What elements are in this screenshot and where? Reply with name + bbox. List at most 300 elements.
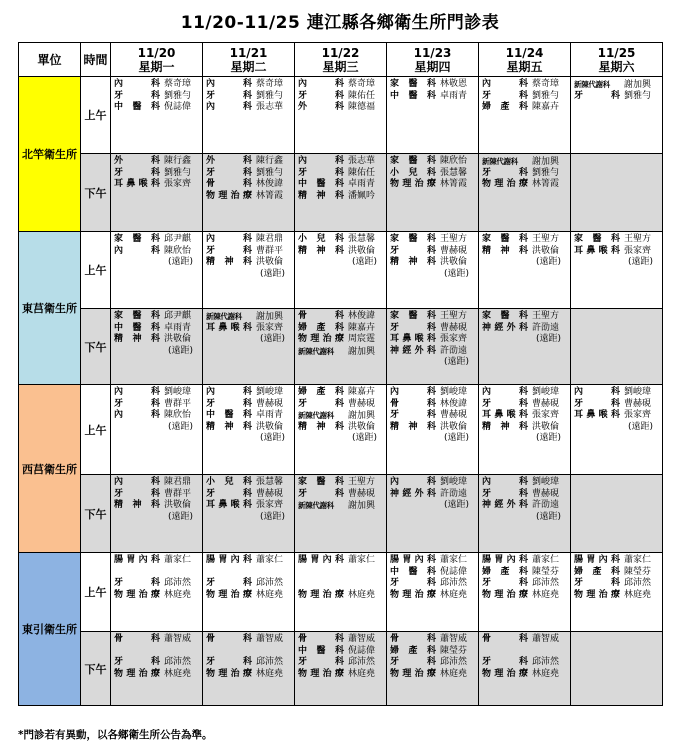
doctor-entry [482, 168, 570, 180]
schedule-cell [295, 632, 387, 706]
doctor-name: 劉峻瑋 [164, 387, 192, 397]
department: 耳鼻喉科 [206, 322, 252, 333]
doctor-name: 許劭遠 [440, 345, 468, 356]
doctor-name: 倪誌偉 [440, 566, 468, 577]
doctor-entry [206, 269, 294, 281]
department: 腸胃內科 [574, 555, 620, 565]
doctor-entry [574, 578, 662, 590]
doctor-entry [390, 669, 478, 681]
doctor-entry [482, 567, 570, 579]
schedule-cell [571, 475, 663, 553]
doctor-name: 蔡奇璋 [164, 79, 192, 89]
doctor-entry [390, 578, 478, 590]
doctor-entry [298, 79, 386, 91]
department: 物理治療 [390, 668, 436, 679]
remote-note: (遠距) [260, 433, 286, 444]
doctor-entry [390, 657, 478, 669]
department: 小兒科 [298, 234, 344, 244]
doctor-name: 謝加興 [348, 411, 376, 422]
doctor-name: 曹群平 [164, 488, 192, 499]
doctor-name: 卓雨青 [440, 90, 468, 101]
doctor-entry [114, 399, 202, 411]
doctor-entry [206, 399, 294, 411]
doctor-name: 洪敬倫 [348, 421, 376, 432]
doctor-name: 邱沛然 [624, 578, 652, 589]
schedule-cell [203, 385, 295, 475]
clinic-schedule-table [18, 42, 663, 706]
session-label: 下午 [81, 154, 111, 232]
doctor-entry [482, 669, 570, 681]
doctor-name: 劉雅勻 [256, 90, 284, 101]
doctor-entry [206, 555, 294, 567]
doctor-entry [482, 311, 570, 323]
remote-note: (遠距) [444, 268, 470, 279]
schedule-cell [387, 232, 479, 309]
remote-note: (遠距) [168, 421, 194, 432]
doctor-name: 曹赫硯 [348, 398, 376, 409]
clinic-name: 東莒衛生所 [19, 232, 81, 385]
department: 婦產科 [390, 645, 436, 656]
doctor-entry [114, 246, 202, 258]
doctor-entry [206, 422, 294, 434]
doctor-name: 林箐霞 [532, 179, 560, 190]
doctor-name: 洪敬倫 [164, 334, 192, 345]
doctor-name: 曹赫硯 [440, 245, 468, 256]
doctor-entry [298, 191, 386, 203]
doctor-name: 曹赫硯 [624, 398, 652, 409]
doctor-name: 劉峻瑋 [440, 477, 468, 487]
department: 牙科 [390, 657, 436, 668]
day-header [479, 43, 571, 77]
department: 婦產科 [298, 322, 344, 333]
doctor-name: 卓雨青 [256, 410, 284, 421]
doctor-entry [298, 477, 386, 489]
doctor-name: 倪誌偉 [164, 102, 192, 113]
doctor-name: 林庭堯 [532, 589, 560, 600]
department: 精神科 [298, 421, 344, 432]
doctor-entry [206, 323, 294, 335]
department: 內科 [482, 387, 528, 397]
schedule-cell [387, 77, 479, 154]
doctor-entry [390, 410, 478, 422]
schedule-cell [111, 154, 203, 232]
session-row [19, 77, 663, 154]
department: 中醫科 [206, 410, 252, 421]
department: 物理治療 [482, 179, 528, 190]
day-date: 11/23 [413, 45, 452, 60]
department: 內科 [298, 79, 344, 89]
doctor-name: 陳欣怡 [440, 156, 468, 166]
session-label: 上午 [81, 232, 111, 309]
doctor-entry [482, 334, 570, 346]
schedule-cell [479, 632, 571, 706]
remote-note: (遠距) [260, 334, 286, 345]
doctor-entry [298, 387, 386, 399]
doctor-entry [574, 555, 662, 567]
doctor-name: 張家齊 [624, 245, 652, 256]
doctor-name: 林庭堯 [256, 668, 284, 679]
doctor-name: 王聖方 [440, 234, 468, 244]
doctor-name: 洪敬倫 [164, 500, 192, 511]
schedule-cell [295, 232, 387, 309]
remote-note: (遠距) [628, 257, 654, 268]
department: 中醫科 [390, 90, 436, 101]
department: 內科 [482, 79, 528, 89]
remote-note: (遠距) [536, 433, 562, 444]
doctor-name: 洪敬倫 [440, 257, 468, 268]
department: 物理治療 [574, 589, 620, 600]
doctor-name: 林敬恩 [440, 79, 468, 89]
doctor-entry [390, 179, 478, 191]
department: 物理治療 [206, 190, 252, 201]
department: 物理治療 [298, 589, 344, 600]
doctor-entry [206, 433, 294, 445]
schedule-cell [111, 553, 203, 632]
doctor-entry [298, 257, 386, 269]
doctor-name: 劉峻瑋 [256, 387, 284, 397]
schedule-cell [571, 553, 663, 632]
department: 內科 [206, 79, 252, 89]
doctor-name: 許劭遠 [440, 488, 468, 499]
doctor-entry [390, 567, 478, 579]
schedule-cell [387, 632, 479, 706]
department: 骨科 [114, 634, 160, 644]
session-row [19, 475, 663, 553]
doctor-entry [298, 246, 386, 258]
department: 牙科 [206, 90, 252, 101]
remote-note: (遠距) [168, 345, 194, 356]
schedule-cell [571, 309, 663, 385]
doctor-entry [114, 410, 202, 422]
doctor-name: 許劭遠 [532, 322, 560, 333]
doctor-entry [298, 91, 386, 103]
doctor-entry [390, 433, 478, 445]
doctor-entry [114, 102, 202, 114]
day-date: 11/25 [597, 45, 636, 60]
doctor-entry [206, 634, 294, 646]
doctor-entry [114, 669, 202, 681]
doctor-entry [114, 634, 202, 646]
doctor-entry [574, 234, 662, 246]
schedule-cell [295, 385, 387, 475]
doctor-entry [114, 168, 202, 180]
day-header [111, 43, 203, 77]
department: 牙科 [390, 322, 436, 333]
remote-note: (遠距) [536, 257, 562, 268]
session-row [19, 632, 663, 706]
doctor-entry [574, 399, 662, 411]
schedule-cell [571, 385, 663, 475]
doctor-entry [574, 567, 662, 579]
department: 骨科 [206, 179, 252, 190]
department: 精神科 [114, 334, 160, 345]
schedule-cell [387, 385, 479, 475]
doctor-name: 邱沛然 [532, 657, 560, 668]
department: 物理治療 [206, 589, 252, 600]
doctor-entry [206, 234, 294, 246]
department: 婦產科 [574, 566, 620, 577]
doctor-entry [114, 334, 202, 346]
schedule-cell [571, 232, 663, 309]
doctor-name: 劉峻瑋 [440, 387, 468, 397]
doctor-entry [114, 489, 202, 501]
schedule-cell [111, 309, 203, 385]
doctor-entry [114, 567, 202, 579]
schedule-cell [571, 77, 663, 154]
department: 物理治療 [206, 668, 252, 679]
doctor-entry [206, 410, 294, 422]
schedule-cell [203, 232, 295, 309]
doctor-name: 曹赫硯 [532, 488, 560, 499]
department: 牙科 [390, 245, 436, 256]
doctor-name: 劉峻瑋 [532, 387, 560, 397]
doctor-name: 林庭堯 [256, 589, 284, 600]
department: 新陳代謝科 [298, 411, 334, 421]
doctor-entry [114, 156, 202, 168]
doctor-name: 王聖方 [624, 234, 652, 244]
department: 物理治療 [482, 589, 528, 600]
doctor-name: 洪敬倫 [348, 245, 376, 256]
department: 外科 [114, 156, 160, 166]
doctor-entry [482, 578, 570, 590]
doctor-name: 王聖方 [440, 311, 468, 321]
doctor-name: 蔡奇璋 [256, 79, 284, 89]
doctor-entry [390, 168, 478, 180]
department: 精神科 [206, 421, 252, 432]
schedule-cell [203, 632, 295, 706]
department: 精神科 [114, 500, 160, 511]
department: 物理治療 [298, 334, 344, 345]
doctor-name: 陳佑任 [348, 167, 376, 178]
doctor-name: 謝加興 [256, 312, 284, 322]
department: 新陳代謝科 [482, 157, 518, 166]
department: 牙科 [482, 167, 528, 178]
doctor-name: 張家齊 [532, 410, 560, 421]
doctor-entry [206, 500, 294, 512]
doctor-entry [298, 323, 386, 335]
doctor-name: 謝加興 [624, 80, 652, 90]
department: 中醫科 [298, 179, 344, 190]
doctor-name: 曹赫硯 [256, 398, 284, 409]
doctor-entry [114, 422, 202, 434]
doctor-name: 陳瑩芬 [624, 566, 652, 577]
doctor-entry [482, 156, 570, 168]
day-weekday: 星期六 [598, 59, 635, 74]
department: 中醫科 [298, 645, 344, 656]
day-date: 11/24 [505, 45, 544, 60]
doctor-name: 邱沛然 [440, 578, 468, 589]
doctor-entry [482, 179, 570, 191]
doctor-name: 王聖方 [532, 234, 560, 244]
department: 牙科 [482, 398, 528, 409]
doctor-name: 劉雅勻 [532, 167, 560, 178]
day-date: 11/20 [137, 45, 176, 60]
day-date: 11/21 [229, 45, 268, 60]
doctor-entry [298, 422, 386, 434]
doctor-entry [482, 422, 570, 434]
department: 牙科 [574, 90, 620, 101]
doctor-entry [206, 512, 294, 524]
doctor-name: 劉雅勻 [624, 90, 652, 101]
doctor-entry [390, 477, 478, 489]
department: 牙科 [298, 167, 344, 178]
time-header: 時間 [81, 43, 111, 77]
doctor-entry [298, 669, 386, 681]
doctor-name: 蕭家仁 [164, 555, 192, 565]
department: 物理治療 [482, 668, 528, 679]
doctor-entry [574, 387, 662, 399]
department: 內科 [114, 477, 160, 487]
doctor-entry [390, 646, 478, 658]
doctor-name: 林庭堯 [348, 589, 376, 600]
department: 婦產科 [298, 387, 344, 397]
doctor-name: 林庭堯 [440, 668, 468, 679]
department: 牙科 [574, 578, 620, 589]
schedule-cell [203, 77, 295, 154]
doctor-name: 洪敬倫 [256, 421, 284, 432]
doctor-entry [298, 334, 386, 346]
doctor-name: 蕭智威 [440, 634, 468, 644]
doctor-entry [390, 399, 478, 411]
doctor-entry [114, 646, 202, 658]
doctor-entry [114, 555, 202, 567]
day-header [295, 43, 387, 77]
doctor-name: 蕭家仁 [348, 555, 376, 565]
doctor-entry [482, 399, 570, 411]
department: 小兒科 [206, 477, 252, 487]
schedule-cell [111, 77, 203, 154]
department: 精神科 [482, 245, 528, 256]
day-header [203, 43, 295, 77]
department: 耳鼻喉科 [114, 179, 160, 190]
doctor-entry [298, 646, 386, 658]
department: 骨科 [298, 311, 344, 321]
doctor-name: 洪敬倫 [440, 421, 468, 432]
department: 精神科 [298, 245, 344, 256]
doctor-name: 邱沛然 [348, 657, 376, 668]
doctor-entry [298, 234, 386, 246]
department: 精神科 [390, 257, 436, 268]
doctor-name: 張志華 [256, 102, 284, 113]
day-weekday: 星期三 [322, 59, 359, 74]
department: 神經外科 [390, 488, 436, 499]
doctor-entry [114, 500, 202, 512]
schedule-cell [203, 553, 295, 632]
department: 家醫科 [482, 234, 528, 244]
remote-note: (遠距) [352, 433, 378, 444]
remote-note: (遠距) [536, 334, 562, 345]
doctor-name: 謝加興 [348, 501, 376, 512]
doctor-name: 蕭家仁 [256, 555, 284, 565]
doctor-entry [206, 590, 294, 602]
doctor-entry [206, 257, 294, 269]
department: 神經外科 [482, 500, 528, 511]
department: 牙科 [114, 167, 160, 178]
department: 家醫科 [390, 311, 436, 321]
doctor-name: 劉雅勻 [256, 167, 284, 178]
doctor-name: 潘姵吟 [348, 190, 376, 201]
doctor-entry [206, 156, 294, 168]
department: 骨科 [482, 634, 528, 644]
session-label: 上午 [81, 77, 111, 154]
doctor-entry [574, 422, 662, 434]
department: 內科 [206, 234, 252, 244]
doctor-entry [390, 79, 478, 91]
schedule-cell [203, 154, 295, 232]
doctor-entry [206, 477, 294, 489]
unit-header: 單位 [19, 43, 81, 77]
doctor-name: 邱沛然 [256, 657, 284, 668]
doctor-name: 陳行鑫 [256, 156, 284, 166]
remote-note: (遠距) [536, 511, 562, 522]
doctor-entry [298, 500, 386, 512]
session-row [19, 309, 663, 385]
department: 家醫科 [114, 234, 160, 244]
doctor-entry [298, 102, 386, 114]
department: 家醫科 [114, 311, 160, 321]
doctor-name: 邱尹麒 [164, 311, 192, 321]
remote-note: (遠距) [444, 357, 470, 368]
schedule-cell [111, 385, 203, 475]
doctor-entry [298, 410, 386, 422]
session-label: 下午 [81, 475, 111, 553]
department: 內科 [206, 102, 252, 113]
department: 內科 [390, 387, 436, 397]
doctor-entry [390, 387, 478, 399]
doctor-entry [114, 79, 202, 91]
department: 耳鼻喉科 [206, 500, 252, 511]
doctor-name: 張家齊 [164, 179, 192, 190]
schedule-cell [387, 309, 479, 385]
doctor-name: 劉雅勻 [164, 167, 192, 178]
doctor-entry [114, 387, 202, 399]
doctor-entry [390, 234, 478, 246]
department: 骨科 [206, 634, 252, 644]
doctor-entry [206, 387, 294, 399]
department: 牙科 [206, 398, 252, 409]
department: 牙科 [390, 410, 436, 421]
department: 牙科 [482, 90, 528, 101]
doctor-entry [482, 234, 570, 246]
department: 外科 [298, 102, 344, 113]
doctor-entry [298, 578, 386, 590]
doctor-entry [482, 410, 570, 422]
doctor-entry [390, 311, 478, 323]
doctor-name: 張家齊 [624, 410, 652, 421]
doctor-name: 林庭堯 [440, 589, 468, 600]
department: 內科 [298, 156, 344, 166]
department: 精神科 [482, 421, 528, 432]
doctor-entry [114, 91, 202, 103]
department: 耳鼻喉科 [482, 410, 528, 421]
department: 腸胃內科 [390, 555, 436, 565]
session-label: 下午 [81, 632, 111, 706]
doctor-entry [206, 657, 294, 669]
department: 內科 [114, 245, 160, 256]
doctor-entry [298, 590, 386, 602]
doctor-name: 邱沛然 [256, 578, 284, 589]
department: 耳鼻喉科 [574, 410, 620, 421]
schedule-cell [295, 475, 387, 553]
doctor-name: 邱沛然 [532, 578, 560, 589]
day-weekday: 星期一 [138, 59, 175, 74]
session-label: 下午 [81, 309, 111, 385]
department: 中醫科 [390, 566, 436, 577]
session-label: 上午 [81, 553, 111, 632]
doctor-name: 曹赫硯 [440, 410, 468, 421]
department: 牙科 [298, 488, 344, 499]
remote-note: (遠距) [444, 433, 470, 444]
